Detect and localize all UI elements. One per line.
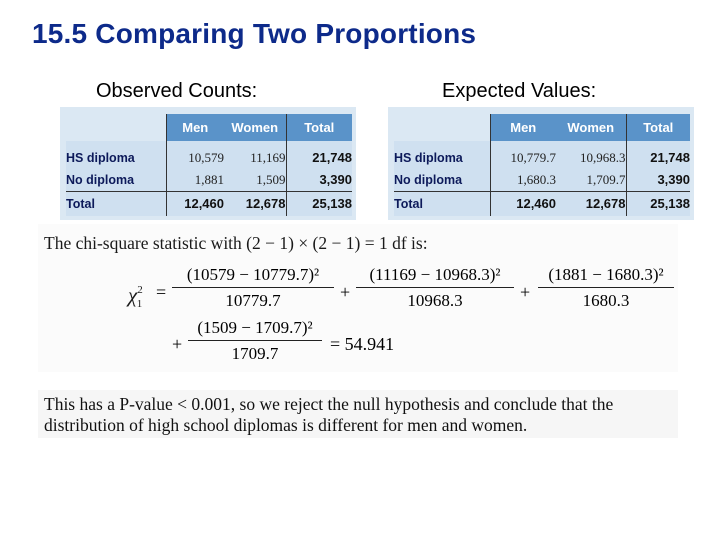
cell-value: 1,680.3 — [490, 169, 556, 192]
chi-subscript: 1 — [136, 298, 143, 311]
numerator: (1881 − 1680.3)² — [548, 265, 664, 284]
row-label: No diploma — [66, 173, 135, 187]
cell-total: 25,138 — [286, 192, 352, 217]
chi-square-result: = 54.941 — [330, 334, 395, 354]
col-header-total: Total — [286, 114, 352, 141]
conclusion-line: This has a P-value < 0.001, so we reject the null hypothesis and conclude that the — [44, 394, 614, 414]
cell-total: 25,138 — [626, 192, 690, 217]
cell-value: 11,169 — [250, 150, 286, 165]
cell-value: 10,579 — [166, 141, 224, 169]
chi-superscript: 2 — [137, 284, 143, 296]
page-title: 15.5 Comparing Two Proportions — [32, 18, 477, 49]
fraction-term-2 — [356, 265, 514, 311]
cell-total: 12,460 — [166, 192, 224, 217]
expected-values-label: Expected Values: — [442, 80, 597, 102]
cell-value: 10,779.7 — [490, 141, 556, 169]
plus-sign: + — [340, 282, 351, 302]
observed-counts-label: Observed Counts: — [96, 80, 258, 102]
denominator: 1680.3 — [582, 291, 630, 310]
denominator: 1709.7 — [231, 344, 279, 363]
fraction-term-1 — [172, 265, 334, 311]
fraction-term-4 — [188, 318, 322, 364]
numerator: (10579 − 10779.7)² — [186, 265, 320, 284]
denominator: 10968.3 — [407, 291, 463, 310]
cell-value: 1,509 — [256, 172, 286, 187]
fraction-term-3 — [538, 265, 674, 311]
chi-square-symbol — [128, 283, 142, 310]
cell-value: 1,709.7 — [586, 172, 626, 187]
cell-value: 1,881 — [166, 169, 224, 192]
table-total-row — [66, 192, 352, 217]
equals-sign: = — [156, 282, 167, 302]
row-label: Total — [66, 192, 166, 217]
conclusion-line: distribution of high school diplomas is different for men and women. — [44, 415, 528, 435]
cell-total: 3,390 — [626, 169, 690, 192]
chi-square-intro: The chi-square statistic with (2 − 1) × (2 − 1) = 1 df is: — [44, 233, 428, 253]
cell-value: 10,968.3 — [580, 150, 626, 165]
row-label: Total — [394, 192, 490, 217]
col-header-women: Women — [224, 114, 286, 141]
chi-symbol: χ — [128, 283, 138, 307]
conclusion-text — [44, 394, 613, 436]
row-label: HS diploma — [66, 151, 135, 165]
observed-table — [66, 114, 352, 216]
col-header-women: Women — [556, 114, 626, 141]
col-header-men: Men — [166, 114, 224, 141]
numerator: (11169 − 10968.3)² — [369, 265, 501, 284]
cell-total: 3,390 — [286, 169, 352, 192]
table-row — [66, 169, 352, 192]
cell-total: 12,678 — [224, 192, 286, 217]
cell-total: 12,460 — [490, 192, 556, 217]
table-row — [394, 141, 690, 169]
expected-table — [394, 114, 690, 216]
numerator: (1509 − 1709.7)² — [197, 318, 313, 337]
plus-sign: + — [520, 282, 531, 302]
row-label: HS diploma — [394, 151, 463, 165]
cell-total: 21,748 — [626, 141, 690, 169]
plus-sign: + — [172, 334, 183, 354]
row-label: No diploma — [394, 173, 463, 187]
table-total-row — [394, 192, 690, 217]
cell-total: 21,748 — [286, 141, 352, 169]
col-header-men: Men — [490, 114, 556, 141]
denominator: 10779.7 — [225, 291, 281, 310]
table-row — [394, 169, 690, 192]
table-row — [66, 141, 352, 169]
cell-total: 12,678 — [556, 192, 626, 217]
col-header-total: Total — [626, 114, 690, 141]
